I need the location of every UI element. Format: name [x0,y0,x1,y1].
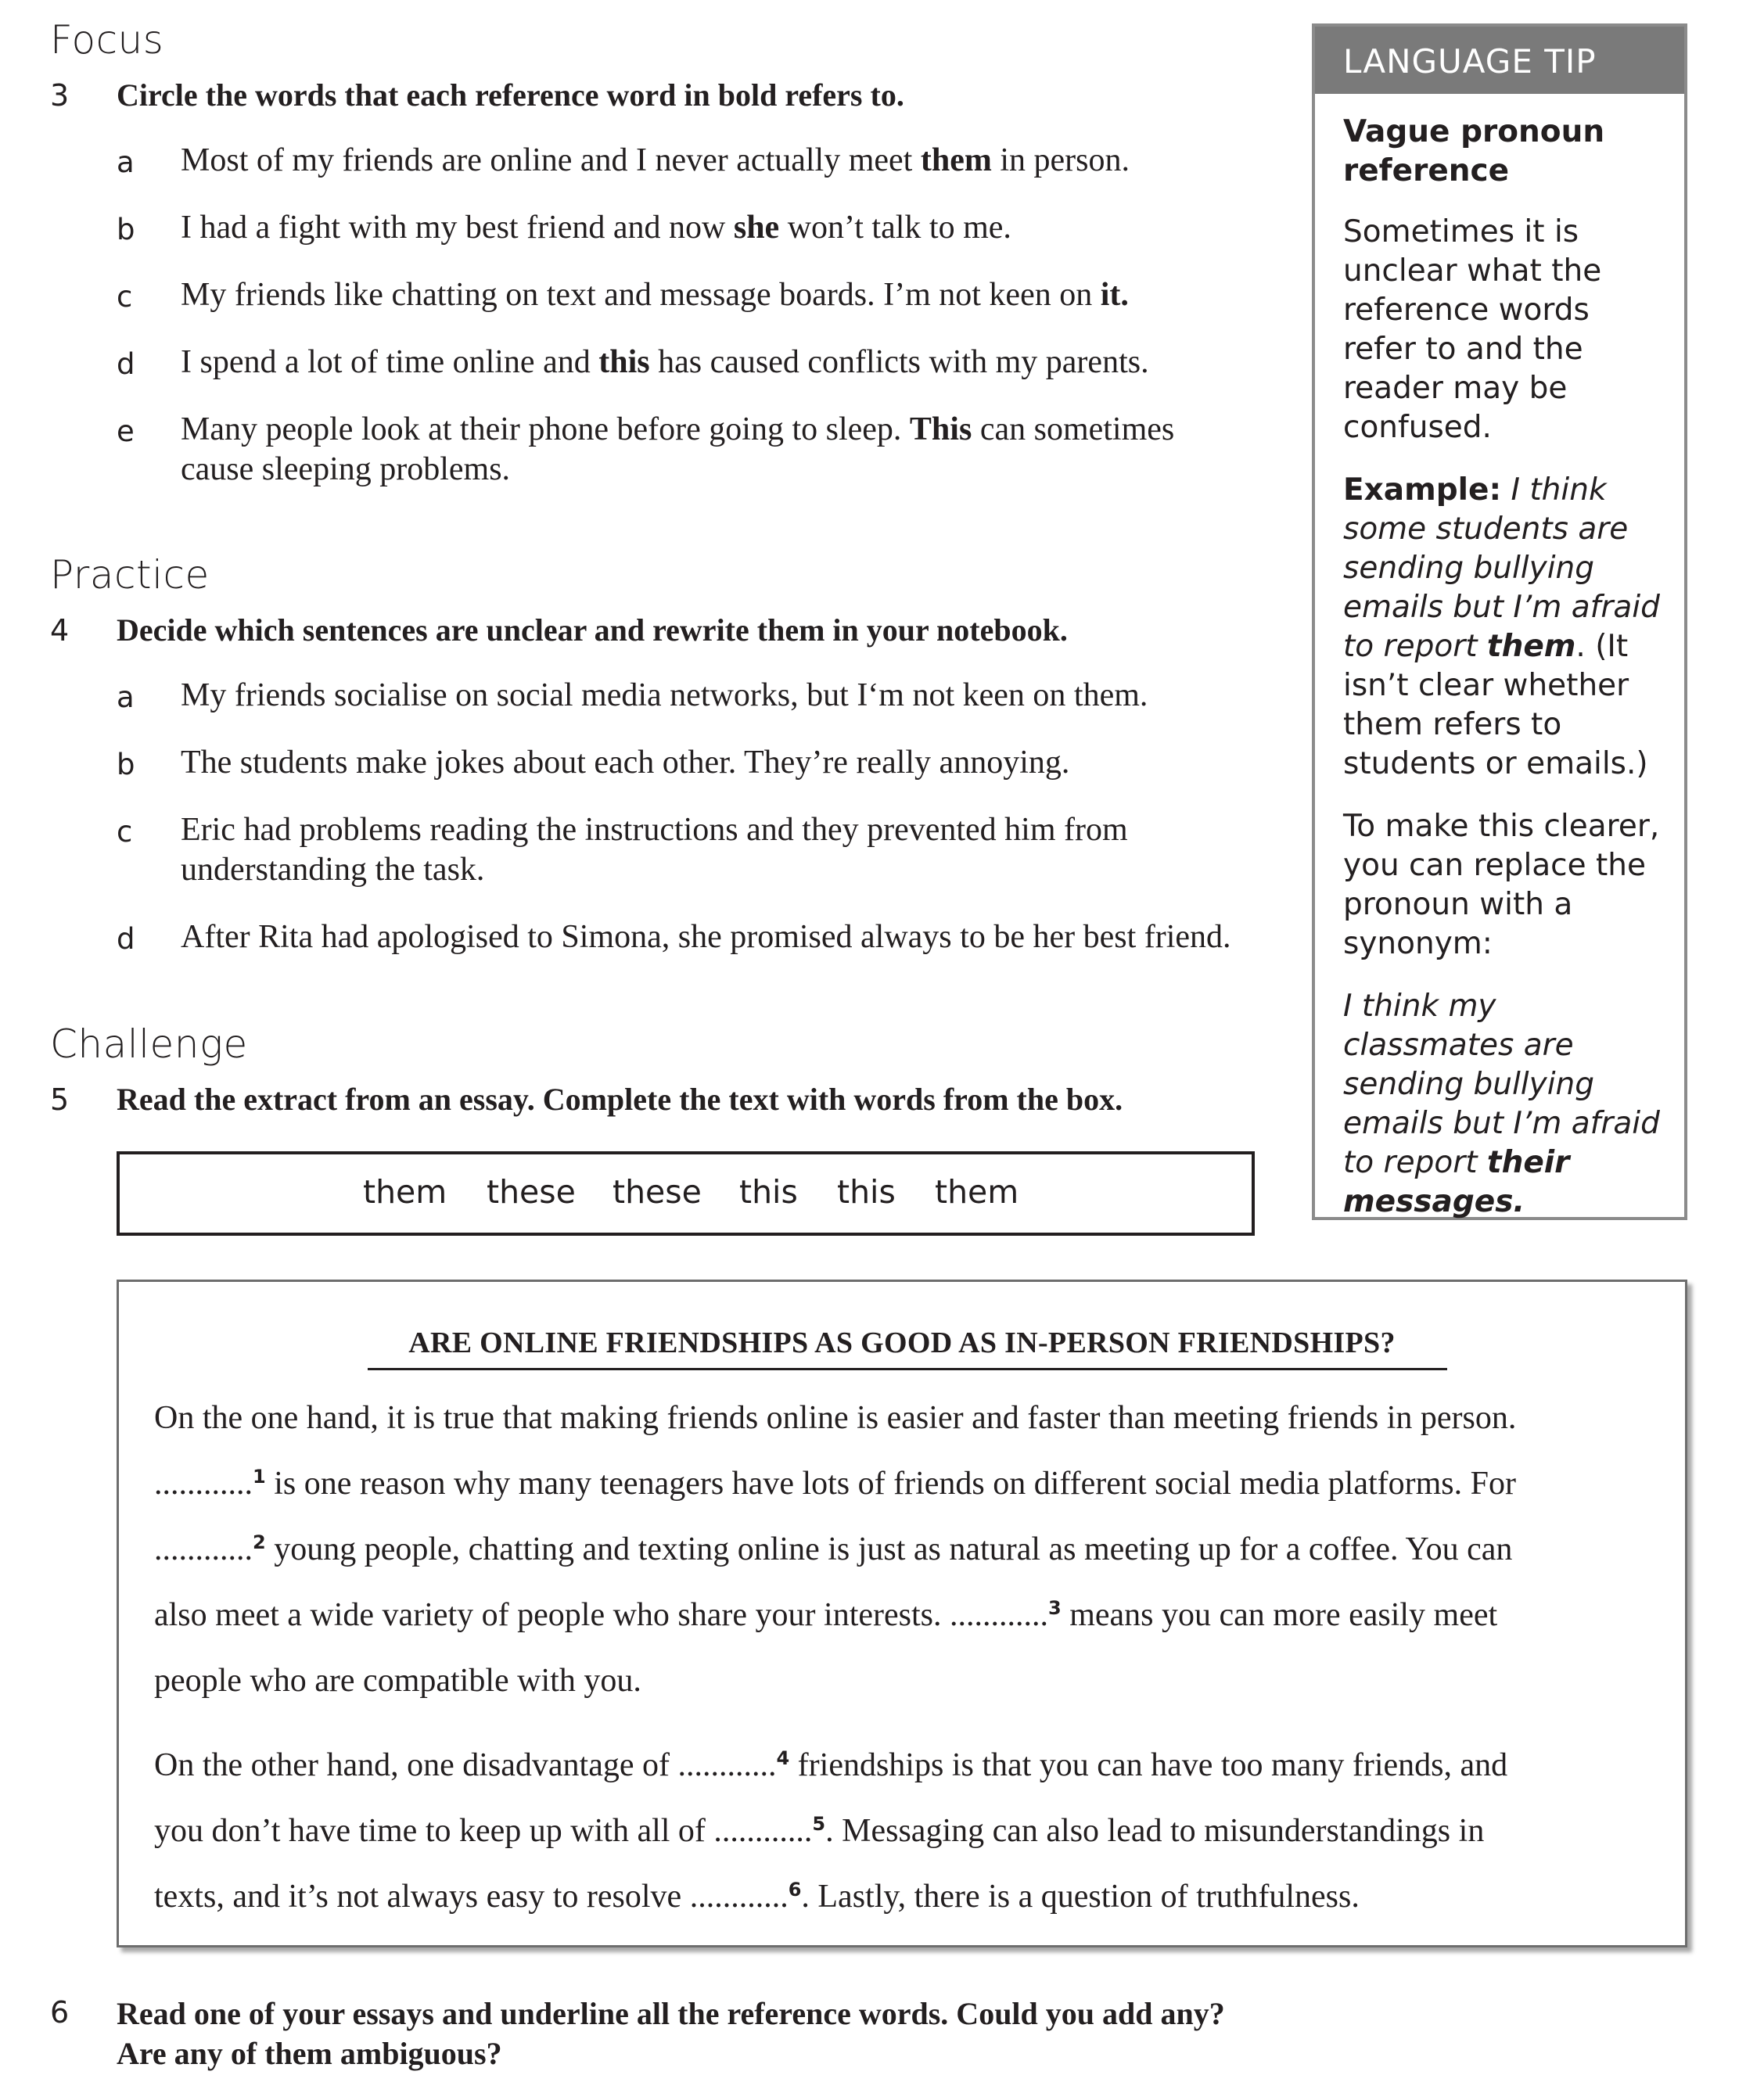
essay-extract-box [117,1280,1687,1947]
gap-2[interactable]: ............ [154,1531,253,1567]
essay-line: On the other hand, one disadvantage of ............$^4$ friendships is that you can have too many friends, and [154,1747,1508,1783]
task-6-number: 6 [50,1995,70,2030]
word-box-item: them [363,1173,447,1211]
challenge-heading: Challenge [50,1021,248,1067]
word-box-item: them [935,1173,1019,1211]
language-tip-example: Example: I think some students are sending bullying emails but I’m afraid to report them. (It isn’t clear whether them refers to students or emails.) [1343,472,1660,781]
task-4-instruction: Decide which sentences are unclear and rewrite them in your notebook. [117,612,1068,648]
task-3-instruction: Circle the words that each reference word in bold refers to. [117,77,904,113]
word-box-item: this [837,1173,896,1211]
language-tip-header: LANGUAGE TIP [1315,27,1684,94]
focus-heading: Focus [50,17,164,63]
practice-item-b: The students make jokes about each other. They’re really annoying. [181,745,1070,781]
task-5-number: 5 [50,1082,70,1117]
essay-line: ............$^2$ young people, chatting and texting online is just as natural as meeting up for a coffee. You can [154,1531,1513,1567]
practice-item-letter: b [117,748,135,781]
word-box-item: this [739,1173,798,1211]
task-6-instruction: Read one of your essays and underline all the reference words. Could you add any? Are any of them ambiguous? [117,1996,1225,2071]
gap-6[interactable]: ............ [689,1879,789,1915]
practice-item-letter: c [117,815,133,849]
gap-5[interactable]: ............ [713,1813,813,1849]
focus-item-d: I spend a lot of time online and this has caused conflicts with my parents. [181,344,1149,380]
language-tip-box [1312,23,1687,1220]
essay-line: also meet a wide variety of people who share your interests. ............$^3$ means you can more easily meet [154,1597,1498,1633]
task-3-number: 3 [50,78,70,113]
task-4-number: 4 [50,613,70,648]
practice-item-c: Eric had problems reading the instructions and they prevented him from understanding the task. [181,812,1128,888]
essay-line: On the one hand, it is true that making friends online is easier and faster than meeting friends in person. [154,1400,1517,1436]
essay-line: you don’t have time to keep up with all of ............$^5$. Messaging can also lead to misunderstandings in [154,1813,1485,1849]
focus-item-letter: a [117,145,135,179]
focus-item-letter: d [117,347,135,381]
practice-item-letter: a [117,680,135,714]
essay-line: texts, and it’s not always easy to resolve ............$^6$. Lastly, there is a question of truthfulness. [154,1879,1360,1915]
word-box [117,1151,1255,1236]
task-5-instruction: Read the extract from an essay. Complete the text with words from the box. [117,1082,1123,1117]
focus-item-letter: b [117,213,135,246]
language-tip-body [1343,113,1672,1245]
essay-title-underline [368,1368,1447,1370]
word-box-item: these [487,1173,576,1211]
practice-item-a: My friends socialise on social media networks, but I‘m not keen on them. [181,677,1148,713]
word-box-item: these [613,1173,702,1211]
language-tip-title: Vague pronoun reference [1343,114,1605,188]
practice-item-d: After Rita had apologised to Simona, she promised always to be her best friend. [181,919,1231,955]
essay-title: ARE ONLINE FRIENDSHIPS AS GOOD AS IN-PERSON FRIENDSHIPS? [408,1326,1396,1359]
gap-3[interactable]: ............ [950,1597,1049,1633]
focus-item-e: Many people look at their phone before going to sleep. This can sometimes cause sleeping problems. [181,411,1175,487]
focus-item-b: I had a fight with my best friend and now she won’t talk to me. [181,210,1011,246]
essay-line: ............$^1$ is one reason why many teenagers have lots of friends on different social media platforms. For [154,1466,1516,1502]
focus-item-letter: e [117,415,135,448]
focus-item-a: Most of my friends are online and I never actually meet them in person. [181,142,1130,178]
focus-item-c: My friends like chatting on text and message boards. I’m not keen on it. [181,277,1129,313]
essay-line: people who are compatible with you. [154,1663,641,1699]
practice-heading: Practice [50,552,210,598]
gap-4[interactable]: ............ [677,1747,777,1783]
focus-item-letter: c [117,280,133,314]
practice-item-letter: d [117,922,135,956]
gap-1[interactable]: ............ [154,1466,253,1502]
language-tip-paragraph: Sometimes it is unclear what the reference words refer to and the reader may be confused. [1343,214,1602,445]
language-tip-paragraph: To make this clearer, you can replace the pronoun with a synonym: [1343,809,1660,961]
language-tip-final-example: I think my classmates are sending bullying emails but I’m afraid to report their messages. [1343,989,1660,1219]
